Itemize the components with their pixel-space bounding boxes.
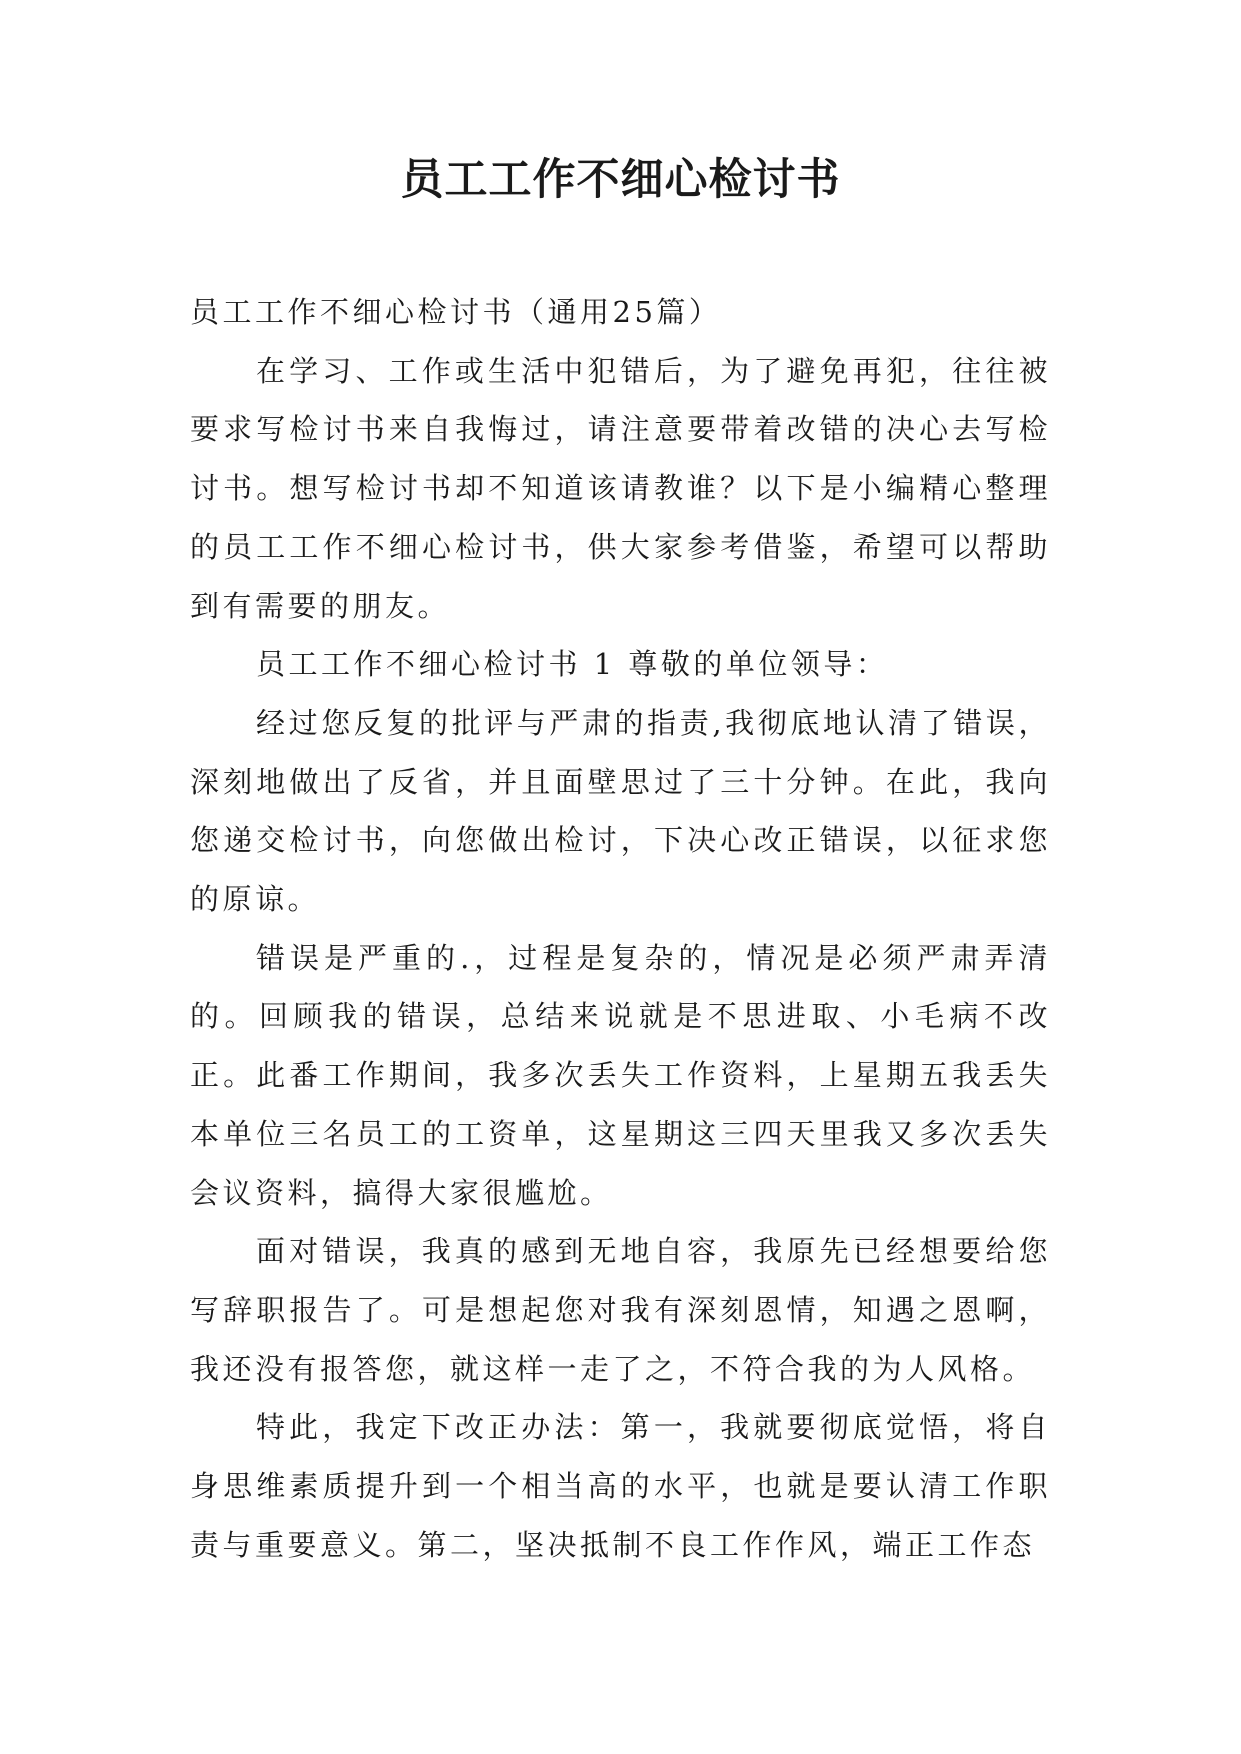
document-body — [190, 283, 1051, 1574]
subtitle-paragraph: 员工工作不细心检讨书（通用25篇） — [190, 295, 722, 329]
body-paragraph: 错误是严重的.，过程是复杂的，情况是必须严肃弄清的。回顾我的错误，总结来说就是不思进取、小毛病不改正。此番工作期间，我多次丢失工作资料，上星期五我丢失本单位三名员工的工资单，这星期这三四天里我又多次丢失会议资料，搞得大家很尴尬。 — [190, 940, 1051, 1210]
document-title: 员工工作不细心检讨书 — [400, 155, 841, 205]
intro-paragraph: 在学习、工作或生活中犯错后，为了避免再犯，往往被要求写检讨书来自我悔过，请注意要带着改错的决心去写检讨书。想写检讨书却不知道该请教谁？以下是小编精心整理的员工工作不细心检讨书，供大家参考借鉴，希望可以帮助到有需要的朋友。 — [190, 353, 1051, 623]
body-paragraph: 特此，我定下改正办法：第一，我就要彻底觉悟，将自身思维素质提升到一个相当高的水平，也就是要认清工作职责与重要意义。第二，坚决抵制不良工作作风，端正工作态 — [190, 1410, 1051, 1562]
body-paragraph: 经过您反复的批评与严肃的指责,我彻底地认清了错误，深刻地做出了反省，并且面壁思过了三十分钟。在此，我向您递交检讨书，向您做出检讨，下决心改正错误，以征求您的原谅。 — [190, 705, 1051, 917]
body-paragraph: 面对错误，我真的感到无地自容，我原先已经想要给您写辞职报告了。可是想起您对我有深刻恩情，知遇之恩啊，我还没有报答您，就这样一走了之，不符合我的为人风格。 — [190, 1234, 1051, 1386]
section-heading-paragraph: 员工工作不细心检讨书 1 尊敬的单位领导： — [256, 647, 889, 682]
